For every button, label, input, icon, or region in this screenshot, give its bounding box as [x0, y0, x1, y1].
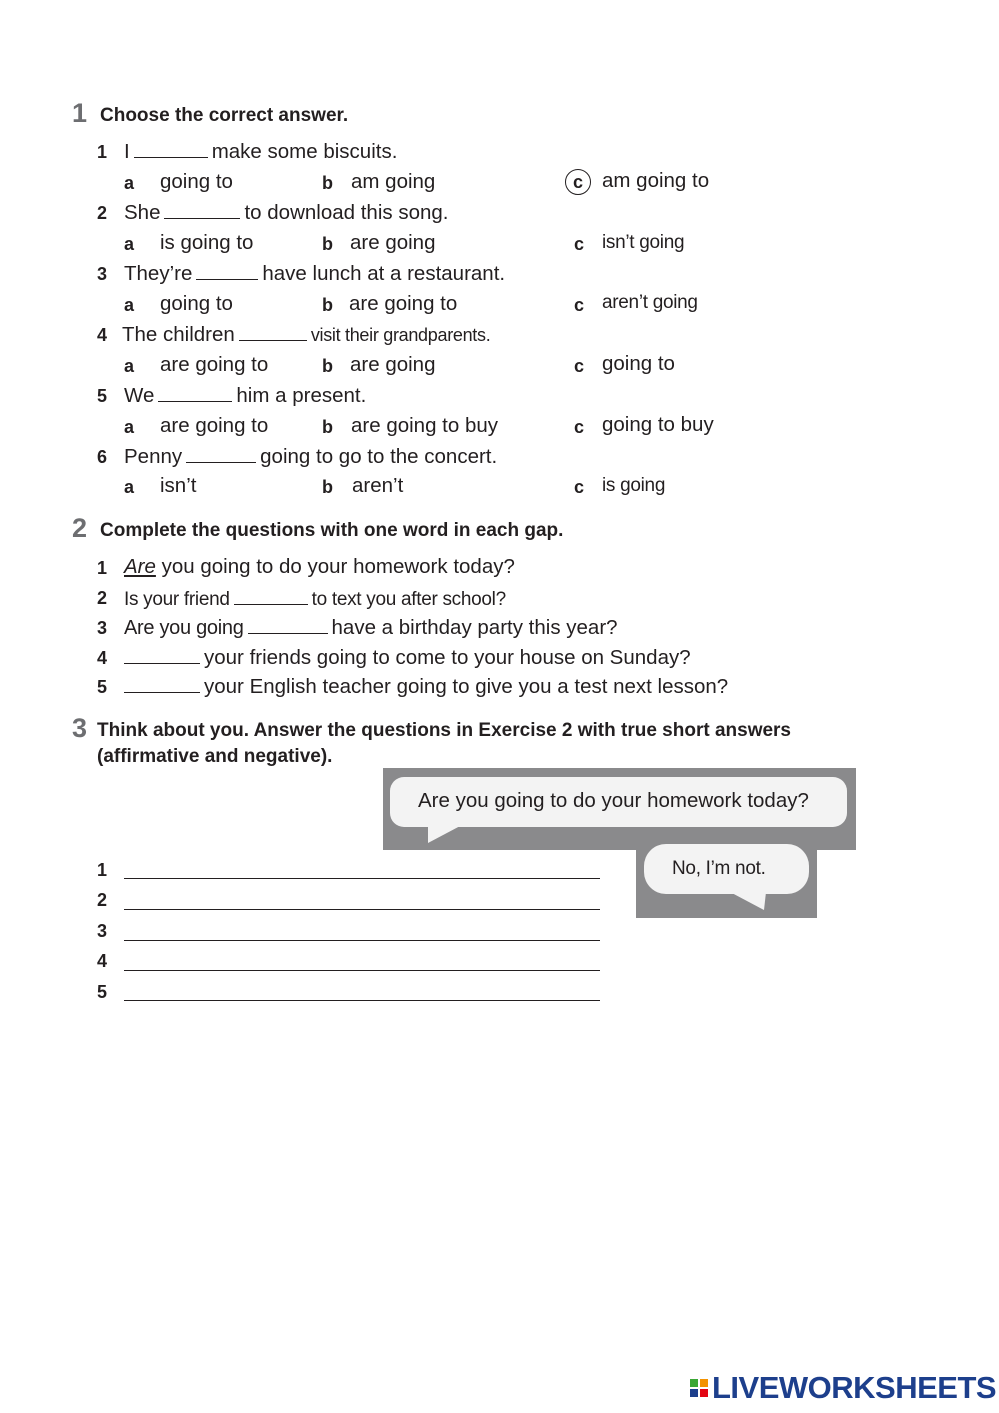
- ex1-q5-after: him a present.: [236, 384, 367, 407]
- ex2-q1-rest: you going to do your homework today?: [161, 555, 515, 578]
- ex3-answer-4-line[interactable]: [124, 969, 600, 971]
- ex2-q3-gap[interactable]: [248, 615, 328, 634]
- ex1-q5-option-a-letter: a: [124, 417, 135, 437]
- ex2-q2-number: 2: [97, 588, 108, 608]
- exercise-2-number: 2: [72, 513, 88, 543]
- ex1-q4-text: [122, 322, 490, 347]
- ex1-q2-option-b-letter: b: [322, 234, 333, 254]
- ex1-q4-option-a[interactable]: are going to: [160, 353, 269, 376]
- ex3-answer-5-number: 5: [97, 982, 108, 1002]
- logo-blocks-icon: [690, 1379, 708, 1397]
- ex3-answer-1-line[interactable]: [124, 877, 600, 879]
- ex1-q4-gap[interactable]: [239, 322, 307, 341]
- exercise-3-instruction-line1: Think about you. Answer the questions in Exercise 2 with true short answers: [97, 720, 792, 741]
- ex1-q1-option-b[interactable]: am going: [351, 170, 436, 193]
- ex1-q1-option-c[interactable]: am going to: [602, 169, 710, 192]
- ex1-q5-number: 5: [97, 386, 108, 406]
- question-bubble-text: Are you going to do your homework today?: [418, 789, 809, 812]
- ex2-q5-after: your English teacher going to give you a test next lesson?: [204, 675, 729, 698]
- ex2-q3-number: 3: [97, 618, 108, 638]
- ex1-q4-option-c[interactable]: going to: [602, 352, 675, 375]
- ex3-answer-3-line[interactable]: [124, 939, 600, 941]
- ex2-q2-before: Is your friend: [124, 589, 230, 610]
- question-speech-bubble: [390, 777, 847, 827]
- liveworksheets-logo: [690, 1370, 996, 1406]
- ex2-q5-gap[interactable]: [124, 674, 200, 693]
- ex1-q3-after: have lunch at a restaurant.: [262, 262, 506, 285]
- ex1-q3-option-a[interactable]: going to: [160, 292, 233, 315]
- ex1-q2-after: to download this song.: [244, 201, 449, 224]
- ex2-q5-text: [120, 674, 728, 699]
- ex2-q4-number: 4: [97, 648, 108, 668]
- exercise-3-number: 3: [72, 713, 88, 743]
- ex1-q5-option-c[interactable]: going to buy: [602, 413, 714, 436]
- logo-block-blue: [690, 1389, 698, 1397]
- answer-bubble-text: No, I’m not.: [672, 858, 766, 879]
- ex2-q2-after: to text you after school?: [311, 589, 506, 610]
- ex1-q6-option-a-letter: a: [124, 477, 135, 497]
- exercise-3-instruction-line2: (affirmative and negative).: [97, 746, 333, 767]
- ex1-q4-before: The children: [122, 323, 235, 346]
- ex1-q2-gap[interactable]: [164, 200, 240, 219]
- ex1-q6-option-c-letter: c: [574, 477, 585, 497]
- logo-block-orange: [700, 1379, 708, 1387]
- ex2-q1-text: [124, 555, 515, 579]
- selected-answer-circle: c: [565, 169, 591, 195]
- ex1-q3-option-c-letter: c: [574, 295, 585, 315]
- ex1-q1-option-c-circled: [565, 169, 591, 195]
- ex1-q4-after: visit their grandparents.: [310, 325, 491, 345]
- ex1-q4-number: 4: [97, 325, 108, 345]
- ex1-q6-number: 6: [97, 447, 108, 467]
- ex3-answer-4-number: 4: [97, 951, 108, 971]
- logo-block-green: [690, 1379, 698, 1387]
- ex1-q4-option-b-letter: b: [322, 356, 333, 376]
- ex1-q1-option-a[interactable]: going to: [160, 170, 233, 193]
- ex2-q4-text: [120, 645, 691, 670]
- exercise-2-instruction: Complete the questions with one word in each gap.: [100, 520, 564, 541]
- ex1-q5-text: [124, 383, 366, 408]
- question-bubble-tail: [424, 825, 464, 845]
- ex1-q4-option-b[interactable]: are going: [350, 353, 436, 376]
- ex1-q4-option-c-letter: c: [574, 356, 585, 376]
- ex2-q2-gap[interactable]: [234, 586, 308, 605]
- ex1-q1-text: [124, 139, 397, 164]
- ex2-q5-number: 5: [97, 677, 108, 697]
- ex1-q1-gap[interactable]: [134, 139, 208, 158]
- ex2-q4-gap[interactable]: [124, 645, 200, 664]
- ex3-answer-2-number: 2: [97, 890, 108, 910]
- ex1-q6-gap[interactable]: [186, 444, 256, 463]
- ex2-q3-before: Are you going: [124, 617, 244, 639]
- ex1-q2-option-b[interactable]: are going: [350, 231, 436, 254]
- answer-bubble-tail: [728, 892, 768, 912]
- ex1-q5-gap[interactable]: [158, 383, 232, 402]
- ex2-q3-text: [124, 615, 618, 640]
- ex1-q6-option-b[interactable]: aren’t: [352, 474, 404, 497]
- logo-text: LIVEWORKSHEETS: [712, 1370, 997, 1405]
- ex1-q3-gap[interactable]: [196, 261, 258, 280]
- ex1-q5-before: We: [124, 384, 155, 407]
- ex1-q3-option-b-letter: b: [322, 295, 333, 315]
- ex1-q1-before: I: [124, 140, 130, 163]
- ex2-q1-example-answer: Are: [124, 555, 156, 578]
- ex1-q6-after: going to go to the concert.: [260, 445, 498, 468]
- ex1-q6-option-a[interactable]: isn’t: [160, 474, 197, 497]
- ex2-q1-number: 1: [97, 558, 108, 578]
- ex1-q3-before: They’re: [124, 262, 193, 285]
- ex1-q5-option-a[interactable]: are going to: [160, 414, 269, 437]
- exercise-1-number: 1: [72, 98, 88, 128]
- ex1-q6-text: [124, 444, 497, 469]
- ex1-q4-option-a-letter: a: [124, 356, 135, 376]
- ex2-q4-after: your friends going to come to your house on Sunday?: [204, 646, 691, 669]
- ex1-q5-option-c-letter: c: [574, 417, 585, 437]
- ex1-q1-option-b-letter: b: [322, 173, 333, 193]
- ex1-q5-option-b[interactable]: are going to buy: [351, 414, 499, 437]
- ex2-q2-text: [124, 586, 506, 611]
- ex1-q2-option-c[interactable]: isn’t going: [602, 232, 685, 253]
- ex1-q3-option-a-letter: a: [124, 295, 135, 315]
- ex1-q2-text: [124, 200, 448, 225]
- ex2-q3-after: have a birthday party this year?: [331, 616, 618, 639]
- ex1-q3-number: 3: [97, 264, 108, 284]
- logo-block-red: [700, 1389, 708, 1397]
- ex1-q1-option-a-letter: a: [124, 173, 135, 193]
- ex1-q3-option-c[interactable]: aren’t going: [602, 292, 698, 313]
- ex1-q2-before: She: [124, 201, 161, 224]
- ex1-q1-number: 1: [97, 142, 108, 162]
- ex1-q2-option-c-letter: c: [574, 234, 585, 254]
- ex3-answer-3-number: 3: [97, 921, 108, 941]
- ex1-q5-option-b-letter: b: [322, 417, 333, 437]
- ex3-answer-5-line[interactable]: [124, 999, 600, 1001]
- ex1-q2-option-a[interactable]: is going to: [160, 231, 254, 254]
- ex3-answer-1-number: 1: [97, 860, 108, 880]
- ex1-q6-option-c[interactable]: is going: [602, 475, 666, 496]
- ex1-q6-option-b-letter: b: [322, 477, 333, 497]
- ex1-q1-after: make some biscuits.: [211, 140, 398, 163]
- ex1-q3-option-b[interactable]: are going to: [349, 292, 458, 315]
- ex1-q2-number: 2: [97, 203, 108, 223]
- ex3-answer-2-line[interactable]: [124, 908, 600, 910]
- ex1-q6-before: Penny: [124, 445, 183, 468]
- ex1-q2-option-a-letter: a: [124, 234, 135, 254]
- exercise-1-instruction: Choose the correct answer.: [100, 105, 349, 126]
- ex1-q3-text: [124, 261, 505, 286]
- answer-speech-bubble: [644, 844, 809, 894]
